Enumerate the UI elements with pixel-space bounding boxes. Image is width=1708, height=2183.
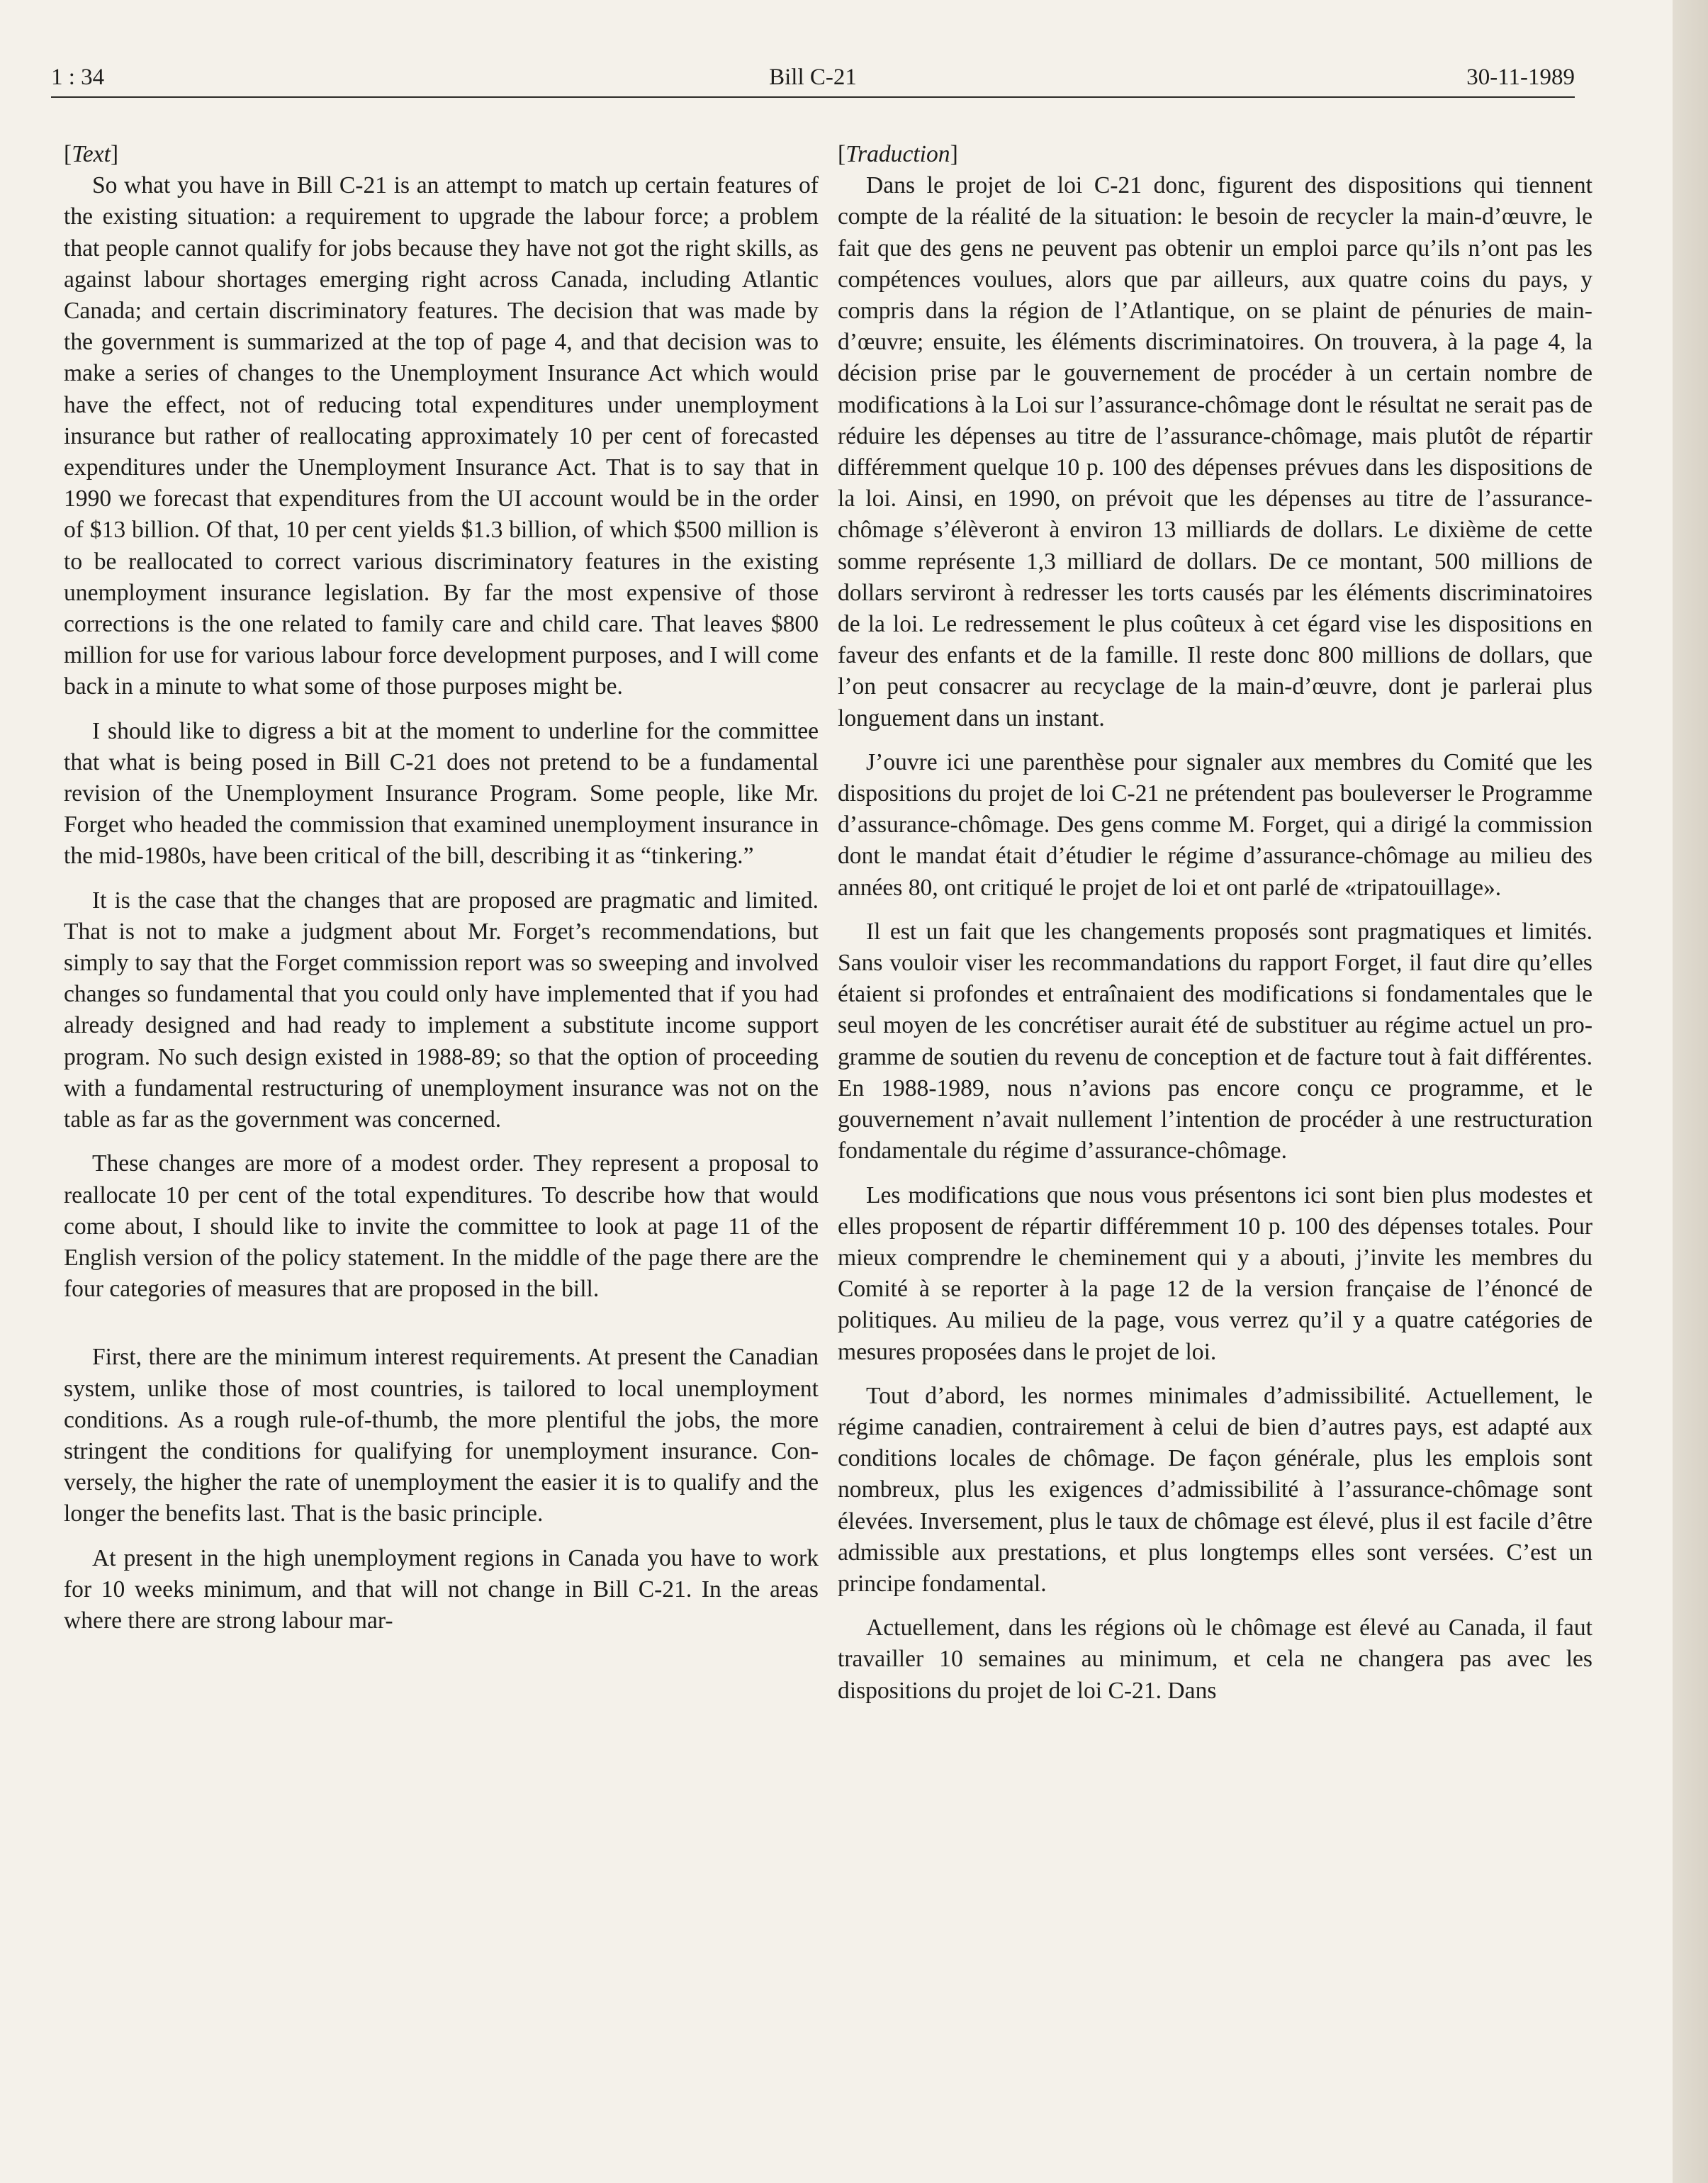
running-title: Bill C-21 — [769, 64, 857, 90]
french-paragraph-1: Dans le projet de loi C-21 donc, figurent des dispositions qui tiennent compte de la réalité de la situation: le besoin de recycler la main-d’œuvre, le fait que des gens ne peuvent pas obtenir un emploi parce qu’ils n’ont pas les compétences voulues, alors que par ailleurs, aux quatre coins du pays, y compris dans la région de l’Atlantique, on se plaint de pénuries de main-d’œuvre; ensuite, les éléments discriminatoires. On trouvera, à la page 4, la décision prise par le gouvernement de procéder à un certain nombre de modifications à la Loi sur l’assurance-chômage dont le résultat ne serait pas de réduire les dépenses au titre de l’assurance-chômage, mais plutôt de répartir différemment quelque 10 p. 100 des dépenses prévues dans les dispositions de la loi. Ainsi, en 1990, on prévoit que les dépenses au titre de l’assurance-chômage s’élèveront à environ 13 milliards de dollars. Le dixième de cette somme représente 1,3 milliard de dollars. De ce montant, 500 millions de dollars serviront à redresser les torts causés par les éléments discriminatoires de la loi. Le redressement le plus coûteux à cet égard vise les dispositions en faveur des enfants et de la famille. Il reste donc 800 millions de dollars, que l’on peut consacrer au recyclage de la main-d’œuvre, dont je parlerai plus longuement dans un instant. — [838, 172, 1592, 731]
english-paragraph-2: I should like to digress a bit at the moment to underline for the committee that what is being posed in Bill C-21 does not pretend to be a fundamental revision of the Unemployment Insurance Program. Some people, like Mr. Forget who headed the commission that examined unemployment insurance in the mid-1980s, have been critical of the bill, describing it as “tinkering.” — [64, 717, 819, 870]
english-paragraph-1: So what you have in Bill C-21 is an attempt to match up certain features of the existing situation: a requirement to upgrade the labour force; a problem that people cannot qualify for jobs because they have not got the right skills, as against labour shortages emerging right across Canada, including Atlantic Canada; and certain discriminatory features. The decision that was made by the government is summarized at the top of page 4, and that decision was to make a series of changes to the Unemployment Insurance Act which would have the effect, not of reducing total expenditures under unemployment insurance but rather of reallocating approximately 10 per cent of forecasted expenditures under the Unemployment Insurance Act. That is to say that in 1990 we forecast that expenditures from the UI account would be in the order of $13 billion. Of that, 10 per cent yields $1.3 billion, of which $500 million is to be reallocated to correct various discriminatory features in the existing unemployment insurance legislation. By far the most expensive of those corrections is the one related to family care and child care. That leaves $800 million for use for various labour force development purposes, and I will come back in a minute to what some of those purposes might be. — [64, 172, 819, 700]
page-number: 1 : 34 — [51, 64, 105, 90]
page-edge — [1673, 0, 1708, 2183]
french-paragraph-3: Il est un fait que les changements proposés sont pragmatiques et limités. Sans vouloir viser les recommandations du rapport Forget, il faut dire qu’elles étaient si profondes et entraînaient des modifications si fondamentales que le seul moyen de les concrétiser aurait été de substituer au régime actuel un programme de soutien du revenu de conception et de facture tout à fait différentes. En 1988-1989, nous n’avions pas encore conçu ce programme, et le gouvernement n’avait nullement l’intention de procéder à une restructuration fondamentale du régime d’assurance-chômage. — [838, 918, 1592, 1165]
english-column — [64, 139, 819, 1649]
page-header — [51, 60, 1575, 98]
french-paragraph-6: Actuellement, dans les régions où le chômage est élevé au Canada, il faut travailler 10 semaines au minimum, et cela ne changera pas avec les dispositions du projet de loi C-21. Dans — [838, 1615, 1592, 1704]
english-paragraph-5: First, there are the minimum interest requirements. At present the Canadian system, unlike those of most countries, is tailored to local unemployment conditions. As a rough rule-of-thumb, the more plentiful the jobs, the more stringent the conditions for qualifying for unemployment insurance. Conversely, the higher the rate of unemployment the easier it is to qualify and the longer the benefits last. That is the basic principle. — [64, 1344, 819, 1527]
traduction-label: [Traduction] — [838, 141, 958, 167]
french-paragraph-2: J’ouvre ici une parenthèse pour signaler aux membres du Comité que les dispositions du projet de loi C-21 ne prétendent pas bouleverser le Programme d’assurance-chômage. Des gens comme M. Forget, qui a dirigé la commission dont le mandat était d’étudier le régime d’assurance-chômage au milieu des années 80, ont critiqué le projet de loi et ont parlé de «tripatouillage». — [838, 748, 1592, 901]
english-paragraph-6: At present in the high unemployment regions in Canada you have to work for 10 weeks minimum, and that will not change in Bill C-21. In the areas where there are strong labour mar- — [64, 1544, 819, 1634]
english-paragraph-4: These changes are more of a modest order. They represent a proposal to reallocate 10 per cent of the total expenditures. To describe how that would come about, I should like to invite the committee to look at page 11 of the English version of the policy statement. In the middle of the page there are the four categories of measures that are proposed in the bill. — [64, 1150, 819, 1303]
text-label: [Text] — [64, 141, 119, 167]
english-paragraph-3: It is the case that the changes that are proposed are pragmatic and limited. That is not to make a judgment about Mr. Forget’s recommendations, but simply to say that the Forget commission report was so sweeping and involved changes so fundamental that you could only have implemented that if you had already designed and had ready to implement a substitute income support program. No such design existed in 1988-89; so that the option of proceeding with a fundamental restructuring of unemployment insurance was not on the table as far as the government was concerned. — [64, 887, 819, 1133]
french-column — [838, 139, 1592, 1719]
french-paragraph-5: Tout d’abord, les normes minimales d’admissibilité. Actuellement, le régime canadien, contrairement à celui de bien d’autres pays, est adapté aux conditions locales de chômage. De façon générale, plus les emplois sont nombreux, plus les exigences d’admissibilité à l’assurance-chômage sont élevées. Inversement, plus le taux de chômage est élevé, plus il est facile d’être admissible aux prestations, et plus longtemps elles sont versées. C’est un principe fondamental. — [838, 1382, 1592, 1597]
header-date: 30-11-1989 — [1466, 64, 1575, 90]
french-paragraph-4: Les modifications que nous vous présentons ici sont bien plus modestes et elles proposent de répartir différemment 10 p. 100 des dépenses totales. Pour mieux comprendre le cheminement qui y a abouti, j’invite les membres du Comité à se reporter à la page 12 de la version française de l’énoncé de politiques. Au milieu de la page, vous verrez qu’il y a quatre catégories de mesures proposées dans le projet de loi. — [838, 1182, 1592, 1365]
